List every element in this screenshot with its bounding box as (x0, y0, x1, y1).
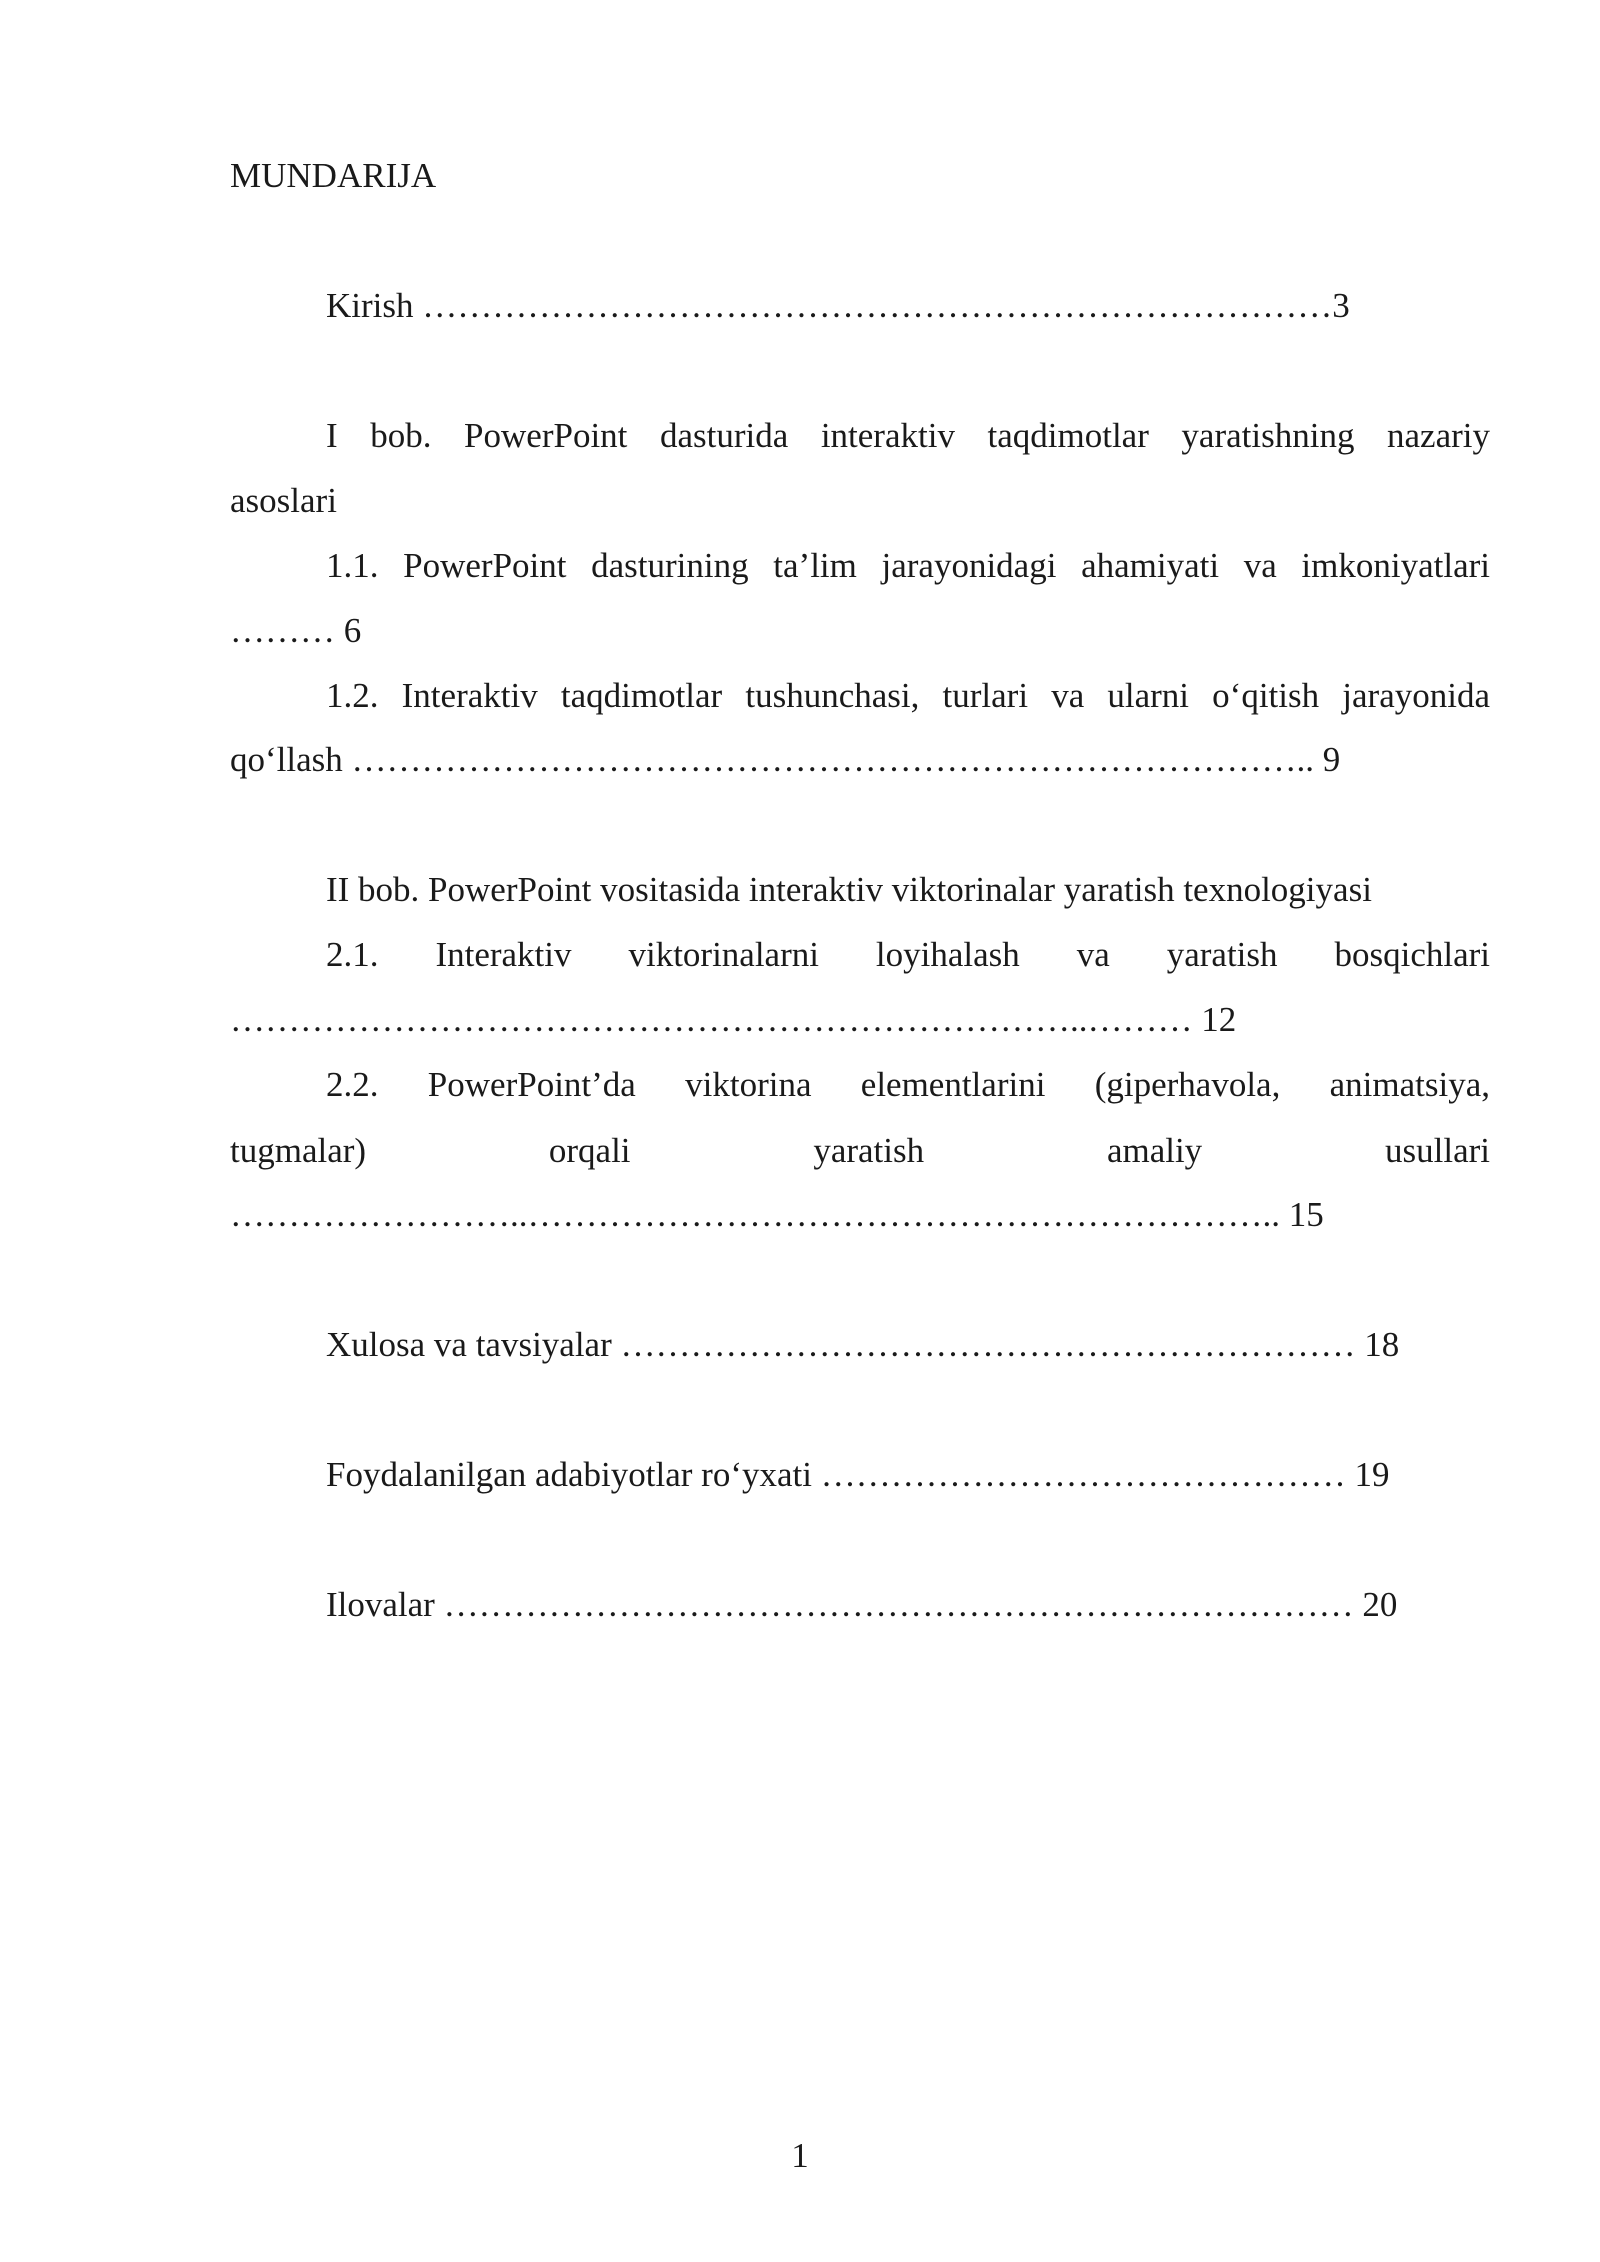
toc-section-2-1-line2: ………………………………………………………………..……… 12 (230, 1000, 1237, 1039)
toc-entry-adabiyotlar: Foydalanilgan adabiyotlar ro‘yxati ……………………………………… 19 (326, 1455, 1390, 1494)
toc-section-1-1-line1: 1.1. PowerPoint dasturining ta’lim jarayonidagi ahamiyati va imkoniyatlari (326, 546, 1490, 585)
toc-section-1-2-line2: qo‘llash ……………………………………………………………………….. 9 (230, 740, 1341, 779)
toc-section-2-2-line2: tugmalar) orqali yaratish amaliy usullari (230, 1131, 1490, 1170)
page-number: 1 (791, 2136, 809, 2175)
toc-entry-kirish: Kirish ……………………………………………………………………3 (326, 286, 1350, 325)
toc-heading: MUNDARIJA (230, 156, 437, 195)
toc-section-1-2-line1: 1.2. Interaktiv taqdimotlar tushunchasi, turlari va ularni o‘qitish jarayonida (326, 676, 1490, 715)
toc-chapter1-title-line2: asoslari (230, 481, 337, 520)
toc-chapter1-title-line1: I bob. PowerPoint dasturida interaktiv taqdimotlar yaratishning nazariy (326, 416, 1490, 455)
toc-entry-xulosa: Xulosa va tavsiyalar ……………………………………………………… 18 (326, 1325, 1400, 1364)
toc-section-1-1-line2: ……… 6 (230, 611, 362, 650)
toc-entry-ilovalar: Ilovalar …………………………………………………………………… 20 (326, 1585, 1398, 1624)
toc-section-2-1-line1: 2.1. Interaktiv viktorinalarni loyihalash va yaratish bosqichlari (326, 935, 1490, 974)
toc-section-2-2-line3: ……………………..……………………………………………………….. 15 (230, 1195, 1324, 1234)
toc-section-2-2-line1: 2.2. PowerPoint’da viktorina elementlarini (giperhavola, animatsiya, (326, 1065, 1490, 1104)
toc-chapter2-title: II bob. PowerPoint vositasida interaktiv viktorinalar yaratish texnologiyasi (326, 870, 1372, 909)
